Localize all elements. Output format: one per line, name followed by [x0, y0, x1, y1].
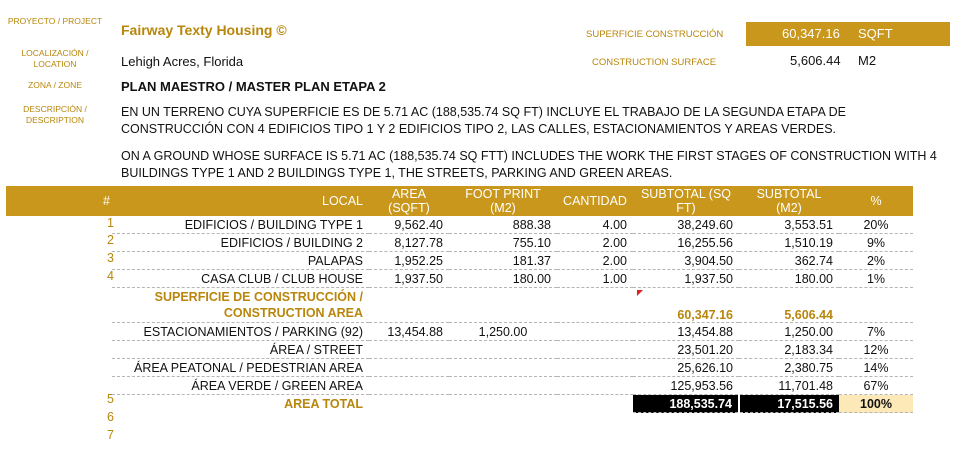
table-row — [112, 216, 913, 234]
location-value: Lehigh Acres, Florida — [121, 54, 244, 69]
cell-sub-sqft: 23,501.20 — [633, 341, 739, 359]
cell-footprint — [449, 341, 557, 359]
cell-sub-m2: 180.00 — [739, 270, 839, 288]
table-index-header: # — [6, 186, 112, 216]
cell-footprint: 181.37 — [449, 252, 557, 270]
surface-m2-unit: M2 — [858, 53, 877, 68]
row-index: 5 — [107, 392, 114, 406]
table-row — [112, 377, 913, 395]
cell-footprint: 180.00 — [449, 270, 557, 288]
description-label: DESCRIPCIÓN / DESCRIPTION — [23, 104, 87, 125]
cell-pct: 2% — [839, 252, 913, 270]
cell-qty: 4.00 — [557, 216, 633, 234]
cell-qty — [557, 359, 633, 377]
row-index: 3 — [107, 251, 114, 265]
cell-local: EDIFICIOS / BUILDING TYPE 1 — [112, 216, 369, 234]
cell-sub-sqft: 13,454.88 — [633, 323, 739, 341]
cell-area: 13,454.88 — [369, 323, 449, 341]
cell-footprint: 755.10 — [449, 234, 557, 252]
cell-qty — [557, 377, 633, 395]
cell-sub-sqft: 25,626.10 — [633, 359, 739, 377]
cell-sub-m2: 11,701.48 — [739, 377, 839, 395]
table-row — [112, 252, 913, 270]
cell-qty: 1.00 — [557, 270, 633, 288]
cell-sub-sqft: 3,904.50 — [633, 252, 739, 270]
table-header-row — [112, 186, 913, 216]
cell-footprint: 888.38 — [449, 216, 557, 234]
construction-sub-sqft: 60,347.16 — [633, 288, 739, 323]
cell-local: PALAPAS — [112, 252, 369, 270]
cell-area — [369, 359, 449, 377]
cell-pct: 20% — [839, 216, 913, 234]
header-area: AREA (SQFT) — [369, 186, 449, 216]
header-local: LOCAL — [112, 186, 369, 216]
table-row — [112, 359, 913, 377]
cell-sub-m2: 1,510.19 — [739, 234, 839, 252]
row-index: 1 — [107, 216, 114, 230]
cell-local: ÁREA / STREET — [112, 341, 369, 359]
cell-qty: 2.00 — [557, 252, 633, 270]
location-label: LOCALIZACIÓN / LOCATION — [21, 48, 89, 69]
total-row — [112, 395, 913, 413]
cell-local: ÁREA PEATONAL / PEDESTRIAN AREA — [112, 359, 369, 377]
surface-sqft-unit: SQFT — [858, 26, 893, 41]
total-pct: 100% — [839, 395, 913, 413]
surface-m2-row — [746, 52, 950, 72]
cell-pct: 14% — [839, 359, 913, 377]
row-index: 7 — [107, 428, 114, 442]
cell-local: ESTACIONAMIENTOS / PARKING (92) — [112, 323, 369, 341]
surface-m2-value: 5,606.44 — [790, 53, 841, 68]
cell-pct: 9% — [839, 234, 913, 252]
surface-label-es: SUPERFICIE CONSTRUCCIÓN — [586, 29, 724, 40]
header-sub-m2: SUBTOTAL (M2) — [739, 186, 839, 216]
header-pct: % — [839, 186, 913, 216]
cell-sub-sqft: 125,953.56 — [633, 377, 739, 395]
cell-sub-sqft: 1,937.50 — [633, 270, 739, 288]
header-qty: CANTIDAD — [557, 186, 633, 216]
cell-area: 8,127.78 — [369, 234, 449, 252]
surface-sqft-value: 60,347.16 — [782, 26, 840, 41]
cell-area: 1,952.25 — [369, 252, 449, 270]
construction-sub-m2: 5,606.44 — [739, 288, 839, 323]
cell-qty — [557, 323, 633, 341]
cell-local: ÁREA VERDE / GREEN AREA — [112, 377, 369, 395]
row-index: 2 — [107, 233, 114, 247]
surface-sqft-box — [746, 22, 950, 46]
cell-sub-sqft: 16,255.56 — [633, 234, 739, 252]
total-sub-sqft: 188,535.74 — [633, 395, 739, 413]
project-name: Fairway Texty Housing © — [121, 22, 287, 38]
zone-label: ZONA / ZONE — [28, 80, 82, 90]
table-row — [112, 270, 913, 288]
cell-footprint — [449, 377, 557, 395]
cell-area — [369, 377, 449, 395]
row-index: 4 — [107, 269, 114, 283]
areas-table — [112, 186, 913, 413]
zone-value: PLAN MAESTRO / MASTER PLAN ETAPA 2 — [121, 79, 386, 94]
cell-pct: 67% — [839, 377, 913, 395]
cell-qty — [557, 341, 633, 359]
surface-label-en: CONSTRUCTION SURFACE — [592, 57, 717, 68]
cell-footprint: 1,250.00 — [449, 323, 557, 341]
row-index: 6 — [107, 410, 114, 424]
cell-sub-m2: 2,183.34 — [739, 341, 839, 359]
construction-area-label: SUPERFICIE DE CONSTRUCCIÓN / CONSTRUCTION AREA — [112, 288, 369, 323]
header-sub-sqft: SUBTOTAL (SQ FT) — [633, 186, 739, 216]
construction-area-row — [112, 288, 913, 323]
total-label: AREA TOTAL — [284, 396, 363, 411]
cell-sub-m2: 3,553.51 — [739, 216, 839, 234]
cell-sub-m2: 362.74 — [739, 252, 839, 270]
comment-marker-icon[interactable] — [637, 290, 643, 296]
cell-local: CASA CLUB / CLUB HOUSE — [112, 270, 369, 288]
table-row — [112, 234, 913, 252]
cell-pct: 7% — [839, 323, 913, 341]
cell-local: EDIFICIOS / BUILDING 2 — [112, 234, 369, 252]
cell-qty: 2.00 — [557, 234, 633, 252]
description-es: EN UN TERRENO CUYA SUPERFICIE ES DE 5.71 AC (188,535.74 SQ FT) INCLUYE EL TRABAJO DE LA SEGUNDA ETAPA DE CONSTRUCCIÓN CON 4 EDIFICIOS TIPO 1 Y 2 EDIFICIOS TIPO 2, LAS CALLES, ESTACIONAMIENTOS Y AREAS VERDES. — [121, 105, 846, 136]
cell-pct: 12% — [839, 341, 913, 359]
cell-area — [369, 341, 449, 359]
cell-sub-sqft: 38,249.60 — [633, 216, 739, 234]
header-footprint: FOOT PRINT (M2) — [449, 186, 557, 216]
cell-sub-m2: 2,380.75 — [739, 359, 839, 377]
cell-area: 9,562.40 — [369, 216, 449, 234]
total-sub-m2: 17,515.56 — [739, 395, 839, 413]
table-row — [112, 341, 913, 359]
cell-footprint — [449, 359, 557, 377]
project-label: PROYECTO / PROJECT — [7, 16, 103, 26]
description-en: ON A GROUND WHOSE SURFACE IS 5.71 AC (188,535.74 SQ FTT) INCLUDES THE WORK THE FIRST STAGES OF CONSTRUCTION WITH 4 BUILDINGS TYPE 1 AND 2 BUILDINGS TYPE 1, THE STREETS, PARKING AND GREEN AREAS. — [121, 149, 937, 180]
cell-pct: 1% — [839, 270, 913, 288]
cell-sub-m2: 1,250.00 — [739, 323, 839, 341]
table-row — [112, 323, 913, 341]
cell-area: 1,937.50 — [369, 270, 449, 288]
